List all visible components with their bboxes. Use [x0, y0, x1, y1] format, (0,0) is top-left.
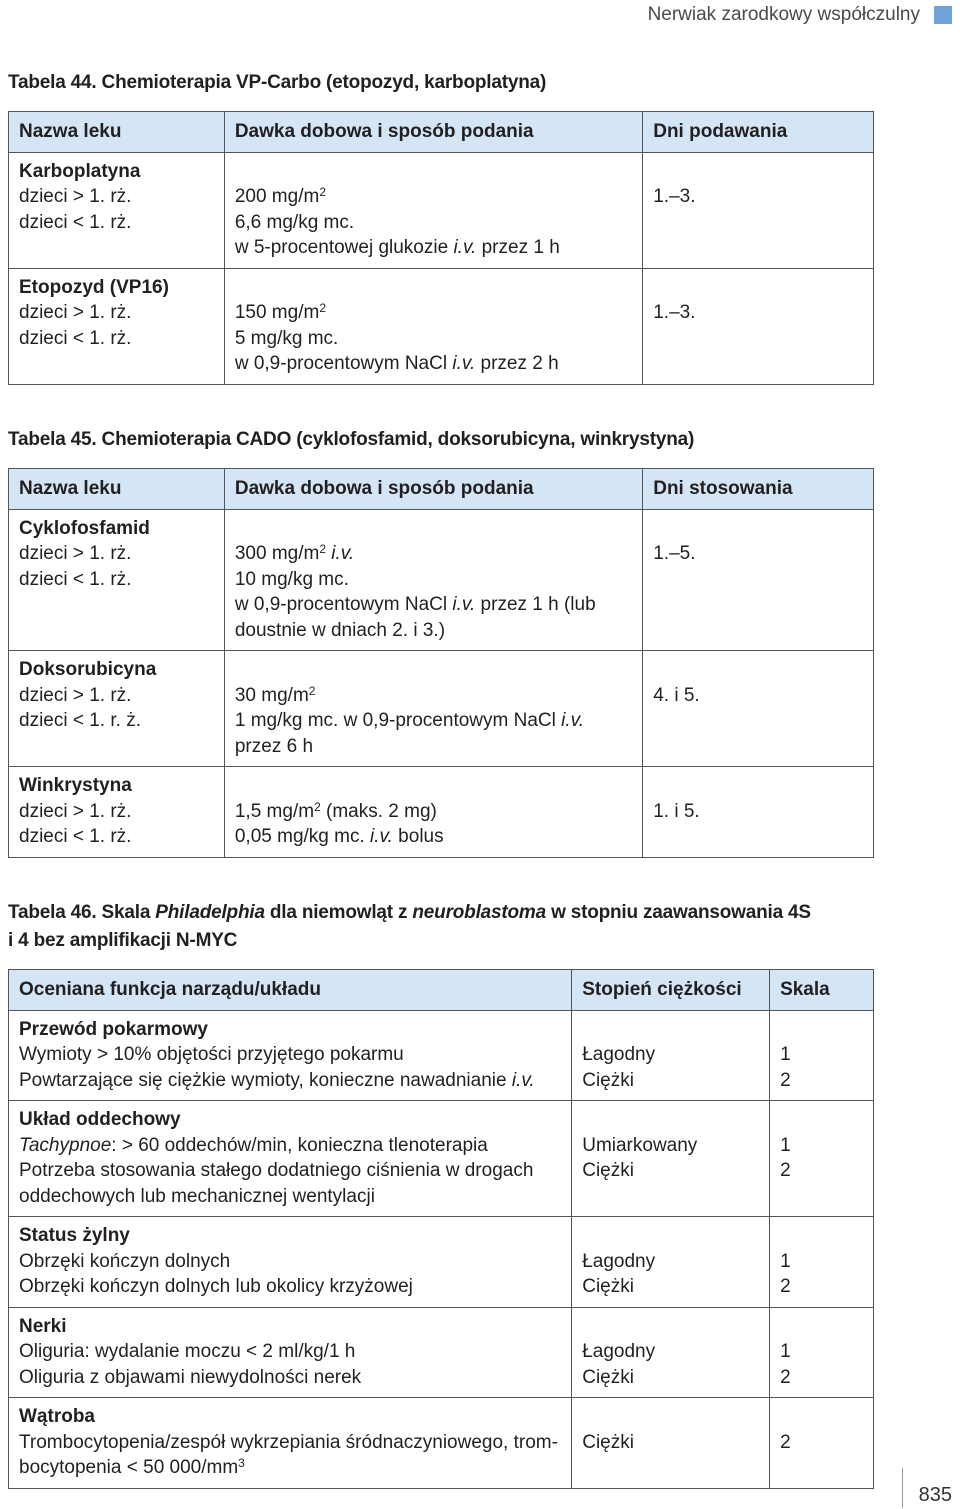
- organ-system-title: Status żylny: [19, 1225, 130, 1246]
- dose-line: przez 6 h: [234, 735, 314, 757]
- dose-line: 10 mg/kg mc.: [234, 568, 349, 590]
- table46-col-function: Oceniana funkcja narządu/układu: [9, 970, 572, 1011]
- table46-col-scale: Skala: [770, 970, 874, 1011]
- drug-name: Karboplatyna: [19, 160, 141, 182]
- table45-col-drug: Nazwa leku: [9, 469, 225, 510]
- dose-cell: [224, 767, 642, 858]
- table-row: [9, 1307, 874, 1398]
- table45-header-row: [9, 469, 874, 510]
- dose-line: w 0,9-procentowym NaCl i.v. przez 2 h: [234, 353, 559, 374]
- days-value: 1.–5.: [653, 543, 696, 564]
- drug-cell: [9, 152, 225, 268]
- organ-system-title: Nerki: [19, 1315, 67, 1337]
- table44-col-days: Dni podawania: [643, 112, 874, 153]
- scale-cell: [770, 1217, 874, 1308]
- criterion: Oliguria z objawami niewydolności nerek: [19, 1366, 362, 1388]
- dose-line: doustnie w dniach 2. i 3.): [234, 619, 446, 641]
- section-marker-square: [934, 6, 952, 24]
- drug-cell: [9, 651, 225, 767]
- dose-line: 200 $mg/m^2$: [234, 185, 326, 207]
- criterion: Powtarzające się ciężkie wymioty, konieczne nawadnianie i.v.: [19, 1069, 535, 1091]
- table45-col-dose: Dawka dobowa i sposób podania: [224, 469, 642, 510]
- table46-caption: Tabela 46. Skala Philadelphia dla niemowląt z neuroblastoma w stopniu zaawansowania 4S i 4 bez amplifikacji N-MYC: [8, 902, 811, 951]
- table-row: [9, 651, 874, 767]
- drug-name: Etopozyd (VP16): [19, 276, 169, 298]
- table45-col-days: Dni stosowania: [643, 469, 874, 510]
- days-cell: [643, 767, 874, 858]
- function-cell: [9, 1398, 572, 1489]
- dose-line: 1,5 $mg/m^2$ (maks. 2 mg): [234, 799, 437, 822]
- dose-line: 300 $mg/m^2$ i.v.: [234, 542, 355, 564]
- drug-name: Cyklofosfamid: [19, 517, 150, 539]
- dose-cell: [224, 509, 642, 651]
- table-row: [9, 1398, 874, 1489]
- severity-value: Łagodny: [582, 1341, 656, 1362]
- age-group: dzieci < 1. rż.: [19, 568, 132, 590]
- table44: [8, 111, 874, 385]
- table44-col-drug: Nazwa leku: [9, 112, 225, 153]
- drug-cell: [9, 767, 225, 858]
- severity-value: Łagodny: [582, 1250, 656, 1272]
- scale-value: 2: [780, 1069, 791, 1091]
- severity-value: Ciężki: [582, 1276, 634, 1297]
- criterion: Obrzęki kończyn dolnych lub okolicy krzyżowej: [19, 1276, 413, 1297]
- days-cell: [643, 152, 874, 268]
- dose-line: 150 $mg/m^2$: [234, 301, 326, 323]
- criterion: bocytopenia < 50 $000/mm^3$: [19, 1456, 245, 1478]
- dose-line: w 0,9-procentowym NaCl i.v. przez 1 h (lub: [234, 594, 596, 615]
- table-row: [9, 152, 874, 268]
- criterion: Trombocytopenia/zespół wykrzepiania śródnaczyniowego, trom-: [19, 1431, 558, 1453]
- days-value: 4. i 5.: [653, 684, 700, 706]
- criterion: oddechowych lub mechanicznej wentylacji: [19, 1185, 375, 1207]
- drug-cell: [9, 268, 225, 384]
- drug-cell: [9, 509, 225, 651]
- days-cell: [643, 509, 874, 651]
- table44-col-dose: Dawka dobowa i sposób podania: [224, 112, 642, 153]
- severity-value: Ciężki: [582, 1366, 634, 1388]
- dose-cell: [224, 152, 642, 268]
- scale-value: 1: [780, 1341, 791, 1362]
- dose-line: 0,05 mg/kg mc. i.v. bolus: [234, 826, 444, 847]
- function-cell: [9, 1217, 572, 1308]
- drug-name: Winkrystyna: [19, 775, 132, 796]
- age-group: dzieci > 1. rż.: [19, 543, 132, 564]
- severity-cell: [572, 1217, 770, 1308]
- organ-system-title: Układ oddechowy: [19, 1109, 181, 1130]
- age-group: dzieci > 1. rż.: [19, 800, 132, 822]
- age-group: dzieci < 1. rż.: [19, 826, 132, 847]
- function-cell: [9, 1010, 572, 1101]
- severity-value: Ciężki: [582, 1160, 634, 1181]
- table44-caption: Tabela 44. Chemioterapia VP-Carbo (etopozyd, karboplatyna): [8, 72, 547, 93]
- scale-cell: [770, 1398, 874, 1489]
- table45-caption: Tabela 45. Chemioterapia CADO (cyklofosfamid, doksorubicyna, winkrystyna): [8, 429, 695, 450]
- dose-cell: [224, 268, 642, 384]
- table-row: [9, 1101, 874, 1217]
- dose-line: w 5-procentowej glukozie i.v. przez 1 h: [234, 237, 560, 258]
- running-header-title: Nerwiak zarodkowy współczulny: [647, 4, 920, 25]
- criterion: Wymioty > 10% objętości przyjętego pokarmu: [19, 1044, 404, 1065]
- scale-value: 2: [780, 1366, 791, 1388]
- severity-value: Umiarkowany: [582, 1134, 698, 1156]
- function-cell: [9, 1101, 572, 1217]
- criterion: Potrzeba stosowania stałego dodatniego ciśnienia w drogach: [19, 1160, 534, 1181]
- scale-cell: [770, 1101, 874, 1217]
- dose-line: 30 $mg/m^2$: [234, 683, 316, 706]
- criterion: Obrzęki kończyn dolnych: [19, 1250, 231, 1272]
- days-cell: [643, 268, 874, 384]
- function-cell: [9, 1307, 572, 1398]
- table45: [8, 468, 874, 858]
- age-group: dzieci < 1. rż.: [19, 327, 132, 349]
- page-number: 835: [918, 1484, 952, 1506]
- severity-value: Ciężki: [582, 1069, 634, 1091]
- dose-line: 1 mg/kg mc. w 0,9-procentowym NaCl i.v.: [234, 710, 584, 731]
- table-row: [9, 767, 874, 858]
- organ-system-title: Przewód pokarmowy: [19, 1018, 208, 1040]
- severity-cell: [572, 1398, 770, 1489]
- page-number-rule: [902, 1468, 903, 1508]
- severity-cell: [572, 1307, 770, 1398]
- age-group: dzieci > 1. rż.: [19, 684, 132, 706]
- table46-header-row: [9, 970, 874, 1011]
- age-group: dzieci < 1. r. ż.: [19, 710, 141, 731]
- scale-value: 1: [780, 1044, 791, 1065]
- days-value: 1. i 5.: [653, 800, 700, 822]
- dose-line: 6,6 mg/kg mc.: [234, 211, 355, 233]
- age-group: dzieci > 1. rż.: [19, 302, 132, 323]
- criterion: Oliguria: wydalanie moczu < 2 ml/kg/1 h: [19, 1341, 356, 1362]
- age-group: dzieci < 1. rż.: [19, 211, 132, 233]
- scale-value: 2: [780, 1160, 791, 1181]
- dose-cell: [224, 651, 642, 767]
- scale-value: 2: [780, 1276, 791, 1297]
- drug-name: Doksorubicyna: [19, 659, 157, 680]
- severity-cell: [572, 1101, 770, 1217]
- age-group: dzieci > 1. rż.: [19, 186, 132, 207]
- scale-cell: [770, 1010, 874, 1101]
- table44-header-row: [9, 112, 874, 153]
- table46: [8, 969, 874, 1489]
- scale-value: 1: [780, 1134, 791, 1156]
- severity-cell: [572, 1010, 770, 1101]
- organ-system-title: Wątroba: [19, 1406, 95, 1427]
- days-value: 1.–3.: [653, 186, 696, 207]
- days-cell: [643, 651, 874, 767]
- scale-value: 2: [780, 1431, 791, 1453]
- severity-value: Łagodny: [582, 1044, 656, 1065]
- table46-col-severity: Stopień ciężkości: [572, 970, 770, 1011]
- days-value: 1.–3.: [653, 302, 696, 323]
- criterion: Tachypnoe: > 60 oddechów/min, konieczna tlenoterapia: [19, 1134, 488, 1156]
- table-row: [9, 1010, 874, 1101]
- table-row: [9, 268, 874, 384]
- scale-cell: [770, 1307, 874, 1398]
- table-row: [9, 509, 874, 651]
- scale-value: 1: [780, 1250, 791, 1272]
- severity-value: Ciężki: [582, 1431, 634, 1453]
- running-header: [648, 4, 952, 26]
- table-row: [9, 1217, 874, 1308]
- dose-line: 5 mg/kg mc.: [234, 327, 339, 349]
